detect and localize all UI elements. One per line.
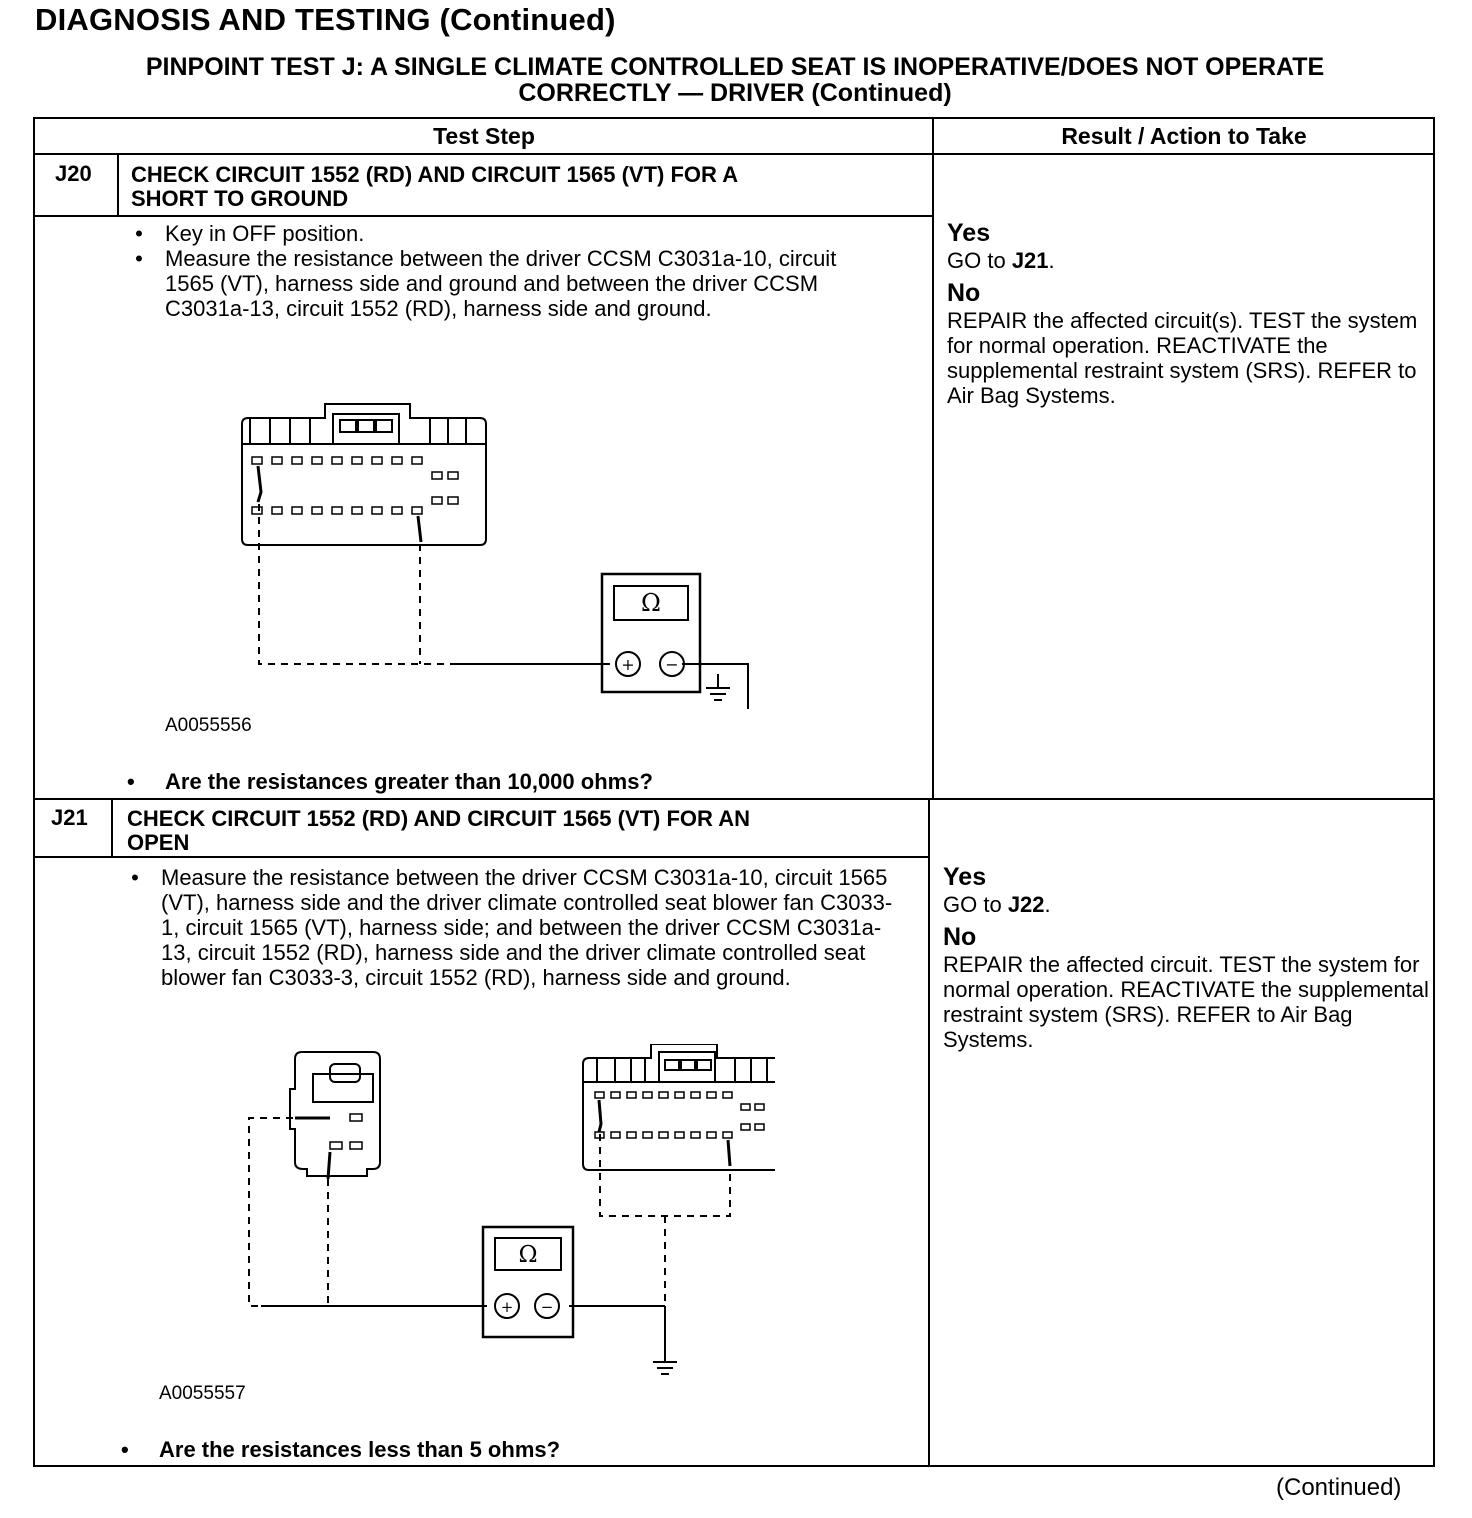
j20-goto-target[interactable]: J21 xyxy=(1011,248,1049,273)
j21-goto-target[interactable]: J22 xyxy=(1007,892,1045,917)
j20-question-text: Are the resistances greater than 10,000 ohms? xyxy=(165,769,653,794)
test-title-line-1: PINPOINT TEST J: A SINGLE CLIMATE CONTROLLED SEAT IS INOPERATIVE/DOES NOT OPERATE xyxy=(145,53,1325,81)
j20-bullet-2: Measure the resistance between the driver CCSM C3031a-10, circuit 1565 (VT), harness side and ground and between the driver CCSM C3031a-13, circuit 1552 (RD), harness side and ground. xyxy=(165,246,837,321)
j21-step-title xyxy=(127,807,750,855)
plus-symbol: + xyxy=(500,1298,514,1316)
list-item: • Key in OFF position. xyxy=(135,221,365,246)
j21-number-divider xyxy=(111,800,113,858)
plus-symbol: + xyxy=(621,655,635,674)
column-divider-lower xyxy=(928,800,930,1467)
probe-c3031a-10 xyxy=(599,1100,601,1132)
j21-bullet-1: Measure the resistance between the driver CCSM C3031a-10, circuit 1565 (VT), harness side and the driver climate controlled seat blower fan C3033-1, circuit 1565 (VT), harness side; and between the driver CCSM C3031a-13, circuit 1552 (RD), harness side and the driver climate controlled seat blower fan C3033-3, circuit 1552 (RD), harness side and ground. xyxy=(161,865,893,990)
j21-no-action: REPAIR the affected circuit. TEST the system for normal operation. REACTIVATE the supplemental restraint system (SRS). REFER to Air Bag Systems. xyxy=(943,952,1429,1052)
j21-instructions xyxy=(123,865,893,990)
j21-title-underline xyxy=(35,856,929,858)
j20-wiring-diagram xyxy=(230,394,750,709)
header-result-action: Result / Action to Take xyxy=(1061,123,1307,149)
j20-goto-prefix: GO to xyxy=(947,248,1006,273)
j20-result xyxy=(947,219,1431,408)
probe-c3033-3 xyxy=(328,1152,330,1179)
j20-question: • Are the resistances greater than 10,000 ohms? xyxy=(127,769,653,794)
probe-pin-13 xyxy=(418,516,421,542)
j20-no-action: REPAIR the affected circuit(s). TEST the system for normal operation. REACTIVATE the supplemental restraint system (SRS). REFER to Air Bag Systems. xyxy=(947,308,1418,408)
j21-title-line-1: CHECK CIRCUIT 1552 (RD) AND CIRCUIT 1565 (VT) FOR AN xyxy=(127,806,750,831)
j20-bullet-1: Key in OFF position. xyxy=(165,221,365,246)
j21-step-number: J21 xyxy=(51,805,88,830)
j20-instructions xyxy=(127,221,887,321)
j21-figure-code: A0055557 xyxy=(159,1383,246,1404)
column-divider-upper xyxy=(932,119,934,800)
list-item: • Measure the resistance between the driver CCSM C3031a-10, circuit 1565 (VT), harness side and ground and between the driver CCSM C3031a-13, circuit 1552 (RD), harness side and ground. xyxy=(135,246,837,321)
table-header-row xyxy=(35,119,1433,155)
test-title-line-2: CORRECTLY — DRIVER (Continued) xyxy=(518,79,952,107)
j20-title-underline xyxy=(35,215,933,217)
minus-symbol: − xyxy=(540,1298,554,1316)
j20-number-divider xyxy=(117,155,119,217)
j21-wiring-diagram xyxy=(235,1044,775,1394)
j21-yes-action: GO to J22. xyxy=(943,892,1051,917)
page-header: DIAGNOSIS AND TESTING (Continued) xyxy=(35,2,616,37)
j21-question-text: Are the resistances less than 5 ohms? xyxy=(159,1437,561,1462)
j21-goto-prefix: GO to xyxy=(943,892,1002,917)
lead-pin-10 xyxy=(259,504,452,664)
probe-c3031a-13 xyxy=(728,1140,730,1166)
j21-title-line-2: OPEN xyxy=(127,830,190,855)
row-divider-j20-j21 xyxy=(35,798,1433,800)
header-test-step: Test Step xyxy=(433,123,535,149)
j20-title-line-1: CHECK CIRCUIT 1552 (RD) AND CIRCUIT 1565 (VT) FOR A xyxy=(131,162,739,187)
j20-step-number: J20 xyxy=(55,161,92,186)
list-item: • Measure the resistance between the driver CCSM C3031a-10, circuit 1565 (VT), harness side and the driver climate controlled seat blower fan C3033-1, circuit 1565 (VT), harness side; and between the driver CCSM C3031a-13, circuit 1552 (RD), harness side and the driver climate controlled seat blower fan C3033-3, circuit 1552 (RD), harness side and ground. xyxy=(131,865,893,990)
ccsm-connector-body xyxy=(242,404,486,545)
j20-no-label: No xyxy=(947,279,981,307)
pinpoint-test-table xyxy=(33,117,1435,1467)
j21-no-label: No xyxy=(943,923,977,951)
j21-result xyxy=(943,863,1429,1052)
pinpoint-test-title xyxy=(40,54,1430,106)
j20-step-title xyxy=(131,163,738,211)
j20-figure-code: A0055556 xyxy=(165,715,252,736)
j20-yes-action: GO to J21. xyxy=(947,248,1055,273)
j20-yes-label: Yes xyxy=(947,219,991,247)
j21-yes-label: Yes xyxy=(943,863,987,891)
ohm-symbol: Ω xyxy=(641,589,661,617)
j21-question: • Are the resistances less than 5 ohms? xyxy=(121,1437,561,1462)
connector-latch xyxy=(333,414,399,444)
minus-symbol: − xyxy=(665,655,679,674)
blower-fan-connector xyxy=(290,1052,380,1176)
ground-symbol xyxy=(698,674,738,714)
continued-note: (Continued) xyxy=(1276,1474,1402,1501)
j20-title-line-2: SHORT TO GROUND xyxy=(131,186,349,211)
ohm-symbol: Ω xyxy=(518,1242,538,1268)
probe-pin-10 xyxy=(258,466,261,502)
